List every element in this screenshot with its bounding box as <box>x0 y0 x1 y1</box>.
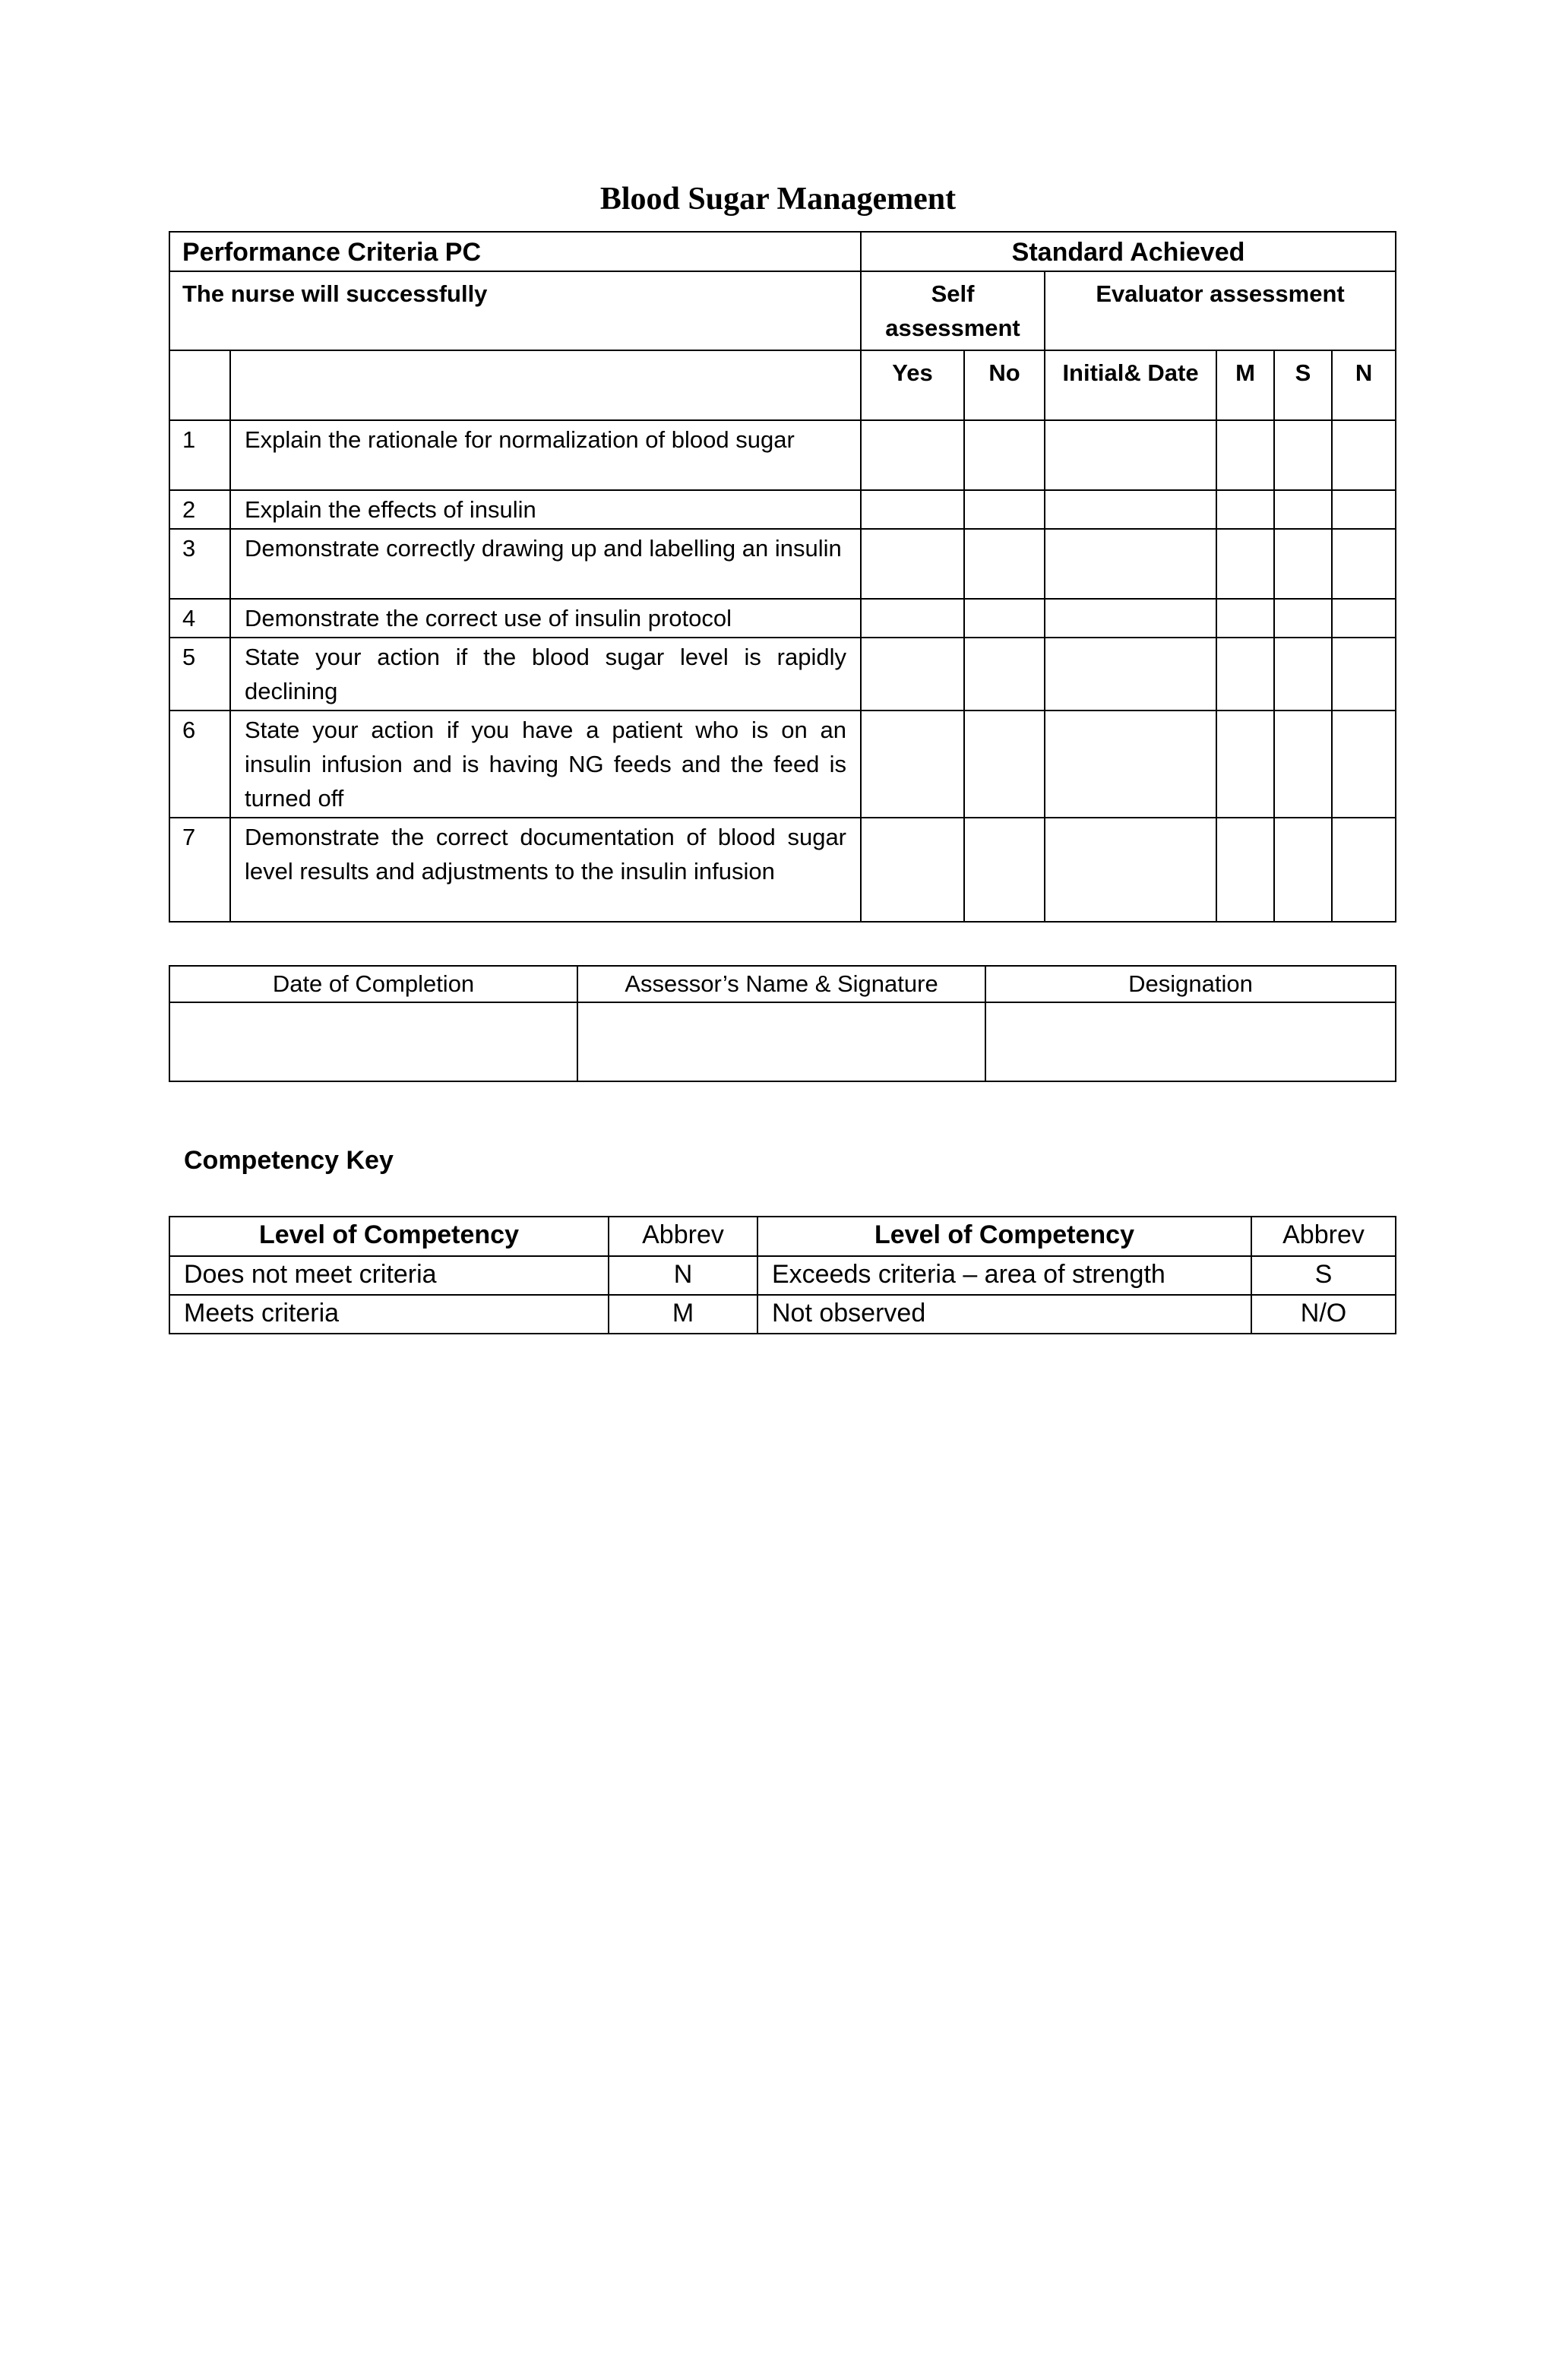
n-cell[interactable] <box>1332 711 1396 818</box>
m-cell[interactable] <box>1216 490 1274 529</box>
criteria-text: State your action if you have a patient who is on an insulin infusion and is having NG feeds and the feed is turned off <box>230 711 861 818</box>
m-cell[interactable] <box>1216 529 1274 599</box>
assessor-header: Assessor’s Name & Signature <box>577 966 985 1002</box>
criteria-row <box>169 638 1396 711</box>
m-cell[interactable] <box>1216 711 1274 818</box>
level-cell: Not observed <box>757 1295 1251 1334</box>
initial-date-cell[interactable] <box>1045 529 1216 599</box>
criteria-number: 3 <box>169 529 230 599</box>
s-cell[interactable] <box>1274 529 1332 599</box>
completion-header-row <box>169 966 1396 1002</box>
yes-checkbox-cell[interactable] <box>861 490 964 529</box>
abbrev-header: Abbrev <box>609 1217 757 1256</box>
no-checkbox-cell[interactable] <box>964 599 1045 638</box>
m-cell[interactable] <box>1216 599 1274 638</box>
n-cell[interactable] <box>1332 638 1396 711</box>
yes-checkbox-cell[interactable] <box>861 711 964 818</box>
key-header-row <box>169 1217 1396 1256</box>
criteria-number: 5 <box>169 638 230 711</box>
performance-criteria-table <box>169 231 1396 923</box>
criteria-number: 1 <box>169 420 230 490</box>
designation-header: Designation <box>985 966 1396 1002</box>
no-checkbox-cell[interactable] <box>964 818 1045 922</box>
initial-date-cell[interactable] <box>1045 490 1216 529</box>
criteria-row <box>169 490 1396 529</box>
s-cell[interactable] <box>1274 711 1332 818</box>
criteria-number: 6 <box>169 711 230 818</box>
m-cell[interactable] <box>1216 420 1274 490</box>
no-checkbox-cell[interactable] <box>964 420 1045 490</box>
key-row <box>169 1295 1396 1334</box>
criteria-row <box>169 711 1396 818</box>
s-cell[interactable] <box>1274 490 1332 529</box>
date-of-completion-header: Date of Completion <box>169 966 577 1002</box>
criteria-number: 7 <box>169 818 230 922</box>
yes-header: Yes <box>861 350 964 420</box>
m-header: M <box>1216 350 1274 420</box>
initial-date-cell[interactable] <box>1045 818 1216 922</box>
no-checkbox-cell[interactable] <box>964 711 1045 818</box>
level-cell: Exceeds criteria – area of strength <box>757 1256 1251 1295</box>
criteria-text: State your action if the blood sugar level is rapidly declining <box>230 638 861 711</box>
criteria-text: Explain the rationale for normalization of blood sugar <box>230 420 861 490</box>
initial-date-cell[interactable] <box>1045 599 1216 638</box>
nurse-successfully-header: The nurse will successfully <box>169 271 861 350</box>
criteria-text: Demonstrate the correct documentation of blood sugar level results and adjustments to the insulin infusion <box>230 818 861 922</box>
abbrev-cell: N <box>609 1256 757 1295</box>
s-cell[interactable] <box>1274 818 1332 922</box>
criteria-row <box>169 529 1396 599</box>
initial-date-cell[interactable] <box>1045 711 1216 818</box>
abbrev-header: Abbrev <box>1251 1217 1396 1256</box>
s-cell[interactable] <box>1274 420 1332 490</box>
level-header: Level of Competency <box>757 1217 1251 1256</box>
yes-checkbox-cell[interactable] <box>861 818 964 922</box>
criteria-text: Demonstrate the correct use of insulin protocol <box>230 599 861 638</box>
criteria-text: Explain the effects of insulin <box>230 490 861 529</box>
completion-entry-row <box>169 1002 1396 1081</box>
abbrev-cell: N/O <box>1251 1295 1396 1334</box>
assessor-signature-field[interactable] <box>577 1002 985 1081</box>
no-checkbox-cell[interactable] <box>964 529 1045 599</box>
no-checkbox-cell[interactable] <box>964 490 1045 529</box>
self-assessment-header: Self assessment <box>861 271 1045 350</box>
completion-table <box>169 965 1396 1082</box>
date-of-completion-field[interactable] <box>169 1002 577 1081</box>
header-row-2 <box>169 271 1396 350</box>
criteria-number: 2 <box>169 490 230 529</box>
competency-key-table <box>169 1216 1396 1334</box>
n-header: N <box>1332 350 1396 420</box>
abbrev-cell: M <box>609 1295 757 1334</box>
abbrev-cell: S <box>1251 1256 1396 1295</box>
designation-field[interactable] <box>985 1002 1396 1081</box>
s-header: S <box>1274 350 1332 420</box>
key-row <box>169 1256 1396 1295</box>
yes-checkbox-cell[interactable] <box>861 420 964 490</box>
empty-cell <box>230 350 861 420</box>
criteria-number: 4 <box>169 599 230 638</box>
no-header: No <box>964 350 1045 420</box>
competency-key-heading: Competency Key <box>184 1146 394 1175</box>
criteria-row <box>169 420 1396 490</box>
n-cell[interactable] <box>1332 420 1396 490</box>
initial-date-cell[interactable] <box>1045 420 1216 490</box>
no-checkbox-cell[interactable] <box>964 638 1045 711</box>
initial-date-header: Initial& Date <box>1045 350 1216 420</box>
n-cell[interactable] <box>1332 529 1396 599</box>
n-cell[interactable] <box>1332 599 1396 638</box>
evaluator-assessment-header: Evaluator assessment <box>1045 271 1396 350</box>
s-cell[interactable] <box>1274 638 1332 711</box>
yes-checkbox-cell[interactable] <box>861 529 964 599</box>
s-cell[interactable] <box>1274 599 1332 638</box>
header-row-1 <box>169 232 1396 271</box>
header-row-3 <box>169 350 1396 420</box>
level-cell: Meets criteria <box>169 1295 609 1334</box>
level-header: Level of Competency <box>169 1217 609 1256</box>
level-cell: Does not meet criteria <box>169 1256 609 1295</box>
m-cell[interactable] <box>1216 638 1274 711</box>
m-cell[interactable] <box>1216 818 1274 922</box>
criteria-text: Demonstrate correctly drawing up and labelling an insulin <box>230 529 861 599</box>
criteria-row <box>169 818 1396 922</box>
initial-date-cell[interactable] <box>1045 638 1216 711</box>
performance-criteria-header: Performance Criteria PC <box>169 232 861 271</box>
n-cell[interactable] <box>1332 818 1396 922</box>
n-cell[interactable] <box>1332 490 1396 529</box>
page-title: Blood Sugar Management <box>599 182 957 217</box>
yes-checkbox-cell[interactable] <box>861 638 964 711</box>
empty-cell <box>169 350 230 420</box>
yes-checkbox-cell[interactable] <box>861 599 964 638</box>
standard-achieved-header: Standard Achieved <box>861 232 1396 271</box>
criteria-row <box>169 599 1396 638</box>
